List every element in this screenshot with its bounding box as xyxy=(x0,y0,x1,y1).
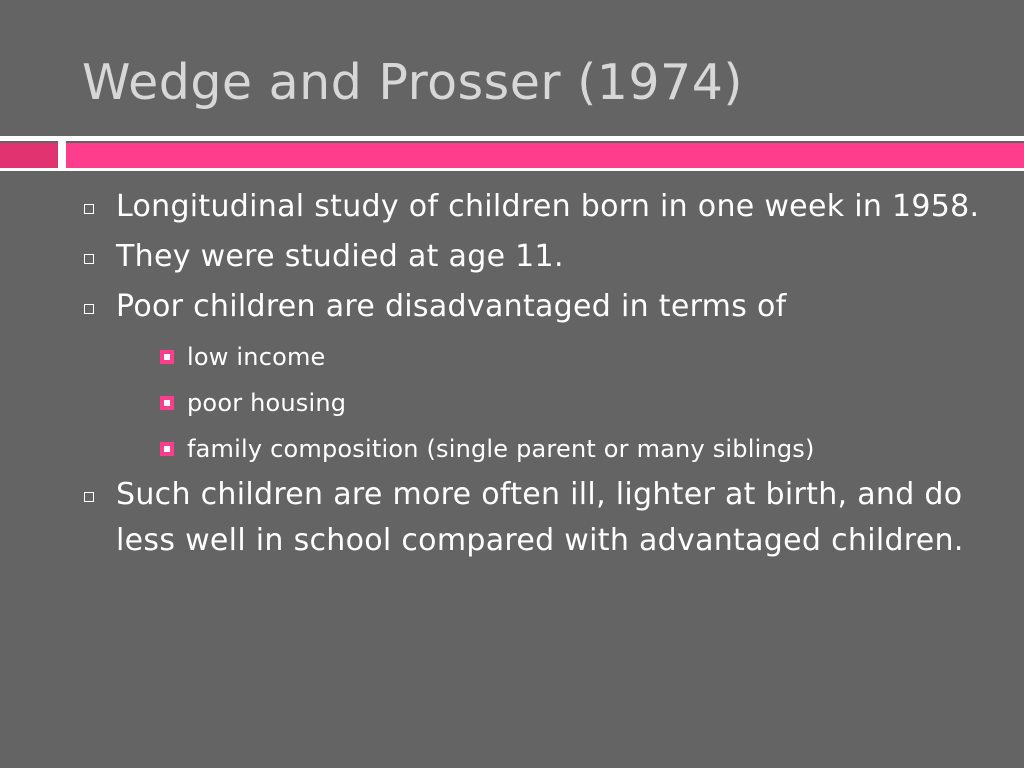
bullet-text: Such children are more often ill, lighter at birth, and do less well in school compared with advantaged children. xyxy=(116,477,964,558)
title-divider-bottom xyxy=(0,168,1024,171)
bullet-text: Longitudinal study of children born in one week in 1958. xyxy=(116,189,980,224)
bullet-item xyxy=(80,284,980,330)
bullet-text: They were studied at age 11. xyxy=(116,239,564,274)
sub-bullet-item xyxy=(80,334,980,380)
accent-bar xyxy=(66,143,1024,168)
pink-square-bullet-icon xyxy=(160,350,174,364)
hollow-square-bullet-icon xyxy=(84,492,94,502)
accent-divider-vertical xyxy=(58,141,66,171)
slide-title: Wedge and Prosser (1974) xyxy=(82,54,744,111)
sub-bullet-text: low income xyxy=(187,343,326,371)
hollow-square-bullet-icon xyxy=(84,204,94,214)
sub-bullet-text: family composition (single parent or many siblings) xyxy=(187,435,815,463)
hollow-square-bullet-icon xyxy=(84,304,94,314)
pink-square-bullet-icon xyxy=(160,396,174,410)
hollow-square-bullet-icon xyxy=(84,254,94,264)
sub-bullet-text: poor housing xyxy=(187,389,347,417)
accent-block-left xyxy=(0,143,58,168)
title-divider-top xyxy=(0,136,1024,141)
sub-bullet-item xyxy=(80,426,980,472)
pink-square-bullet-icon xyxy=(160,442,174,456)
slide-body xyxy=(80,184,980,568)
bullet-item xyxy=(80,234,980,280)
bullet-item xyxy=(80,184,980,230)
bullet-item xyxy=(80,472,980,564)
bullet-text: Poor children are disadvantaged in terms of xyxy=(116,289,787,324)
sub-bullet-item xyxy=(80,380,980,426)
